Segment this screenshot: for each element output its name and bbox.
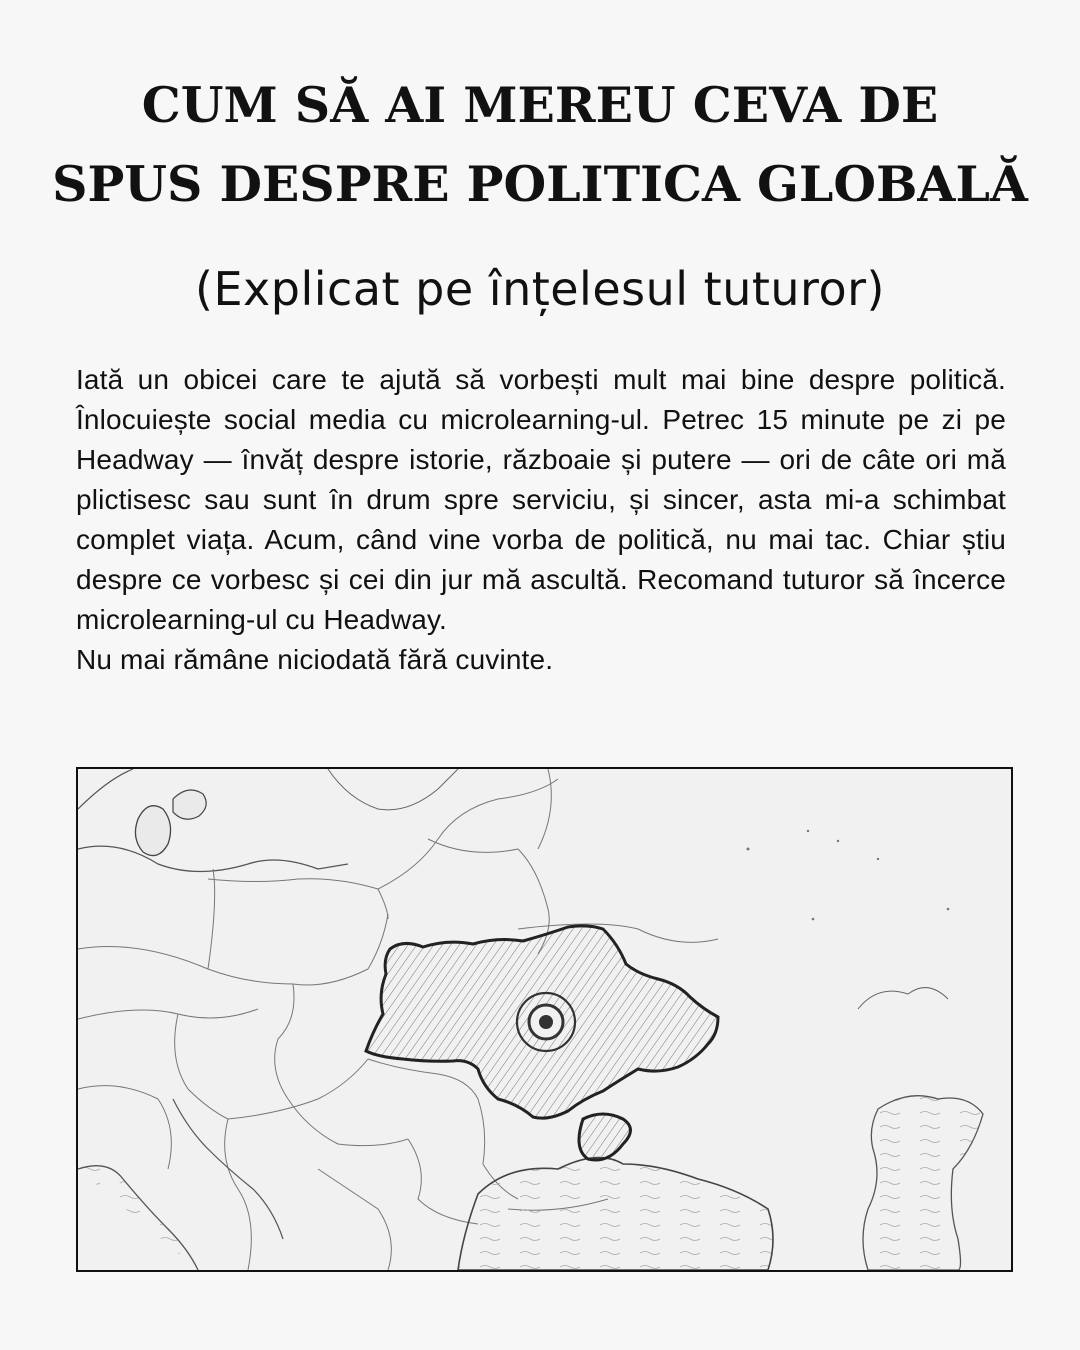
- page-title: [0, 66, 1080, 224]
- body-text: [76, 360, 1006, 680]
- page-subtitle: (Explicat pe înțelesul tuturor): [195, 262, 885, 316]
- map-illustration: [76, 767, 1013, 1272]
- title-line-2: SPUS DESPRE POLITICA GLOBALĂ: [52, 155, 1028, 213]
- title-line-1: CUM SĂ AI MEREU CEVA DE: [141, 76, 939, 134]
- body-paragraph: Iată un obicei care te ajută să vorbești mult mai bine despre politică. Înlocuiește social media cu microlearning-ul. Petrec 15 minute pe zi pe Headway — învăț despre istorie, războaie și putere — ori de câte ori mă plictisesc sau sunt în drum spre serviciu, și sincer, asta mi-a schimbat complet viața. Acum, când vine vorba de politică, nu mai tac. Chiar știu despre ce vorbesc și cei din jur mă ascultă. Recomand tuturor să încerce microlearning-ul cu Headway.: [76, 364, 1006, 635]
- map-sketch-icon: [78, 769, 1011, 1270]
- body-closing: Nu mai rămâne niciodată fără cuvinte.: [76, 644, 554, 675]
